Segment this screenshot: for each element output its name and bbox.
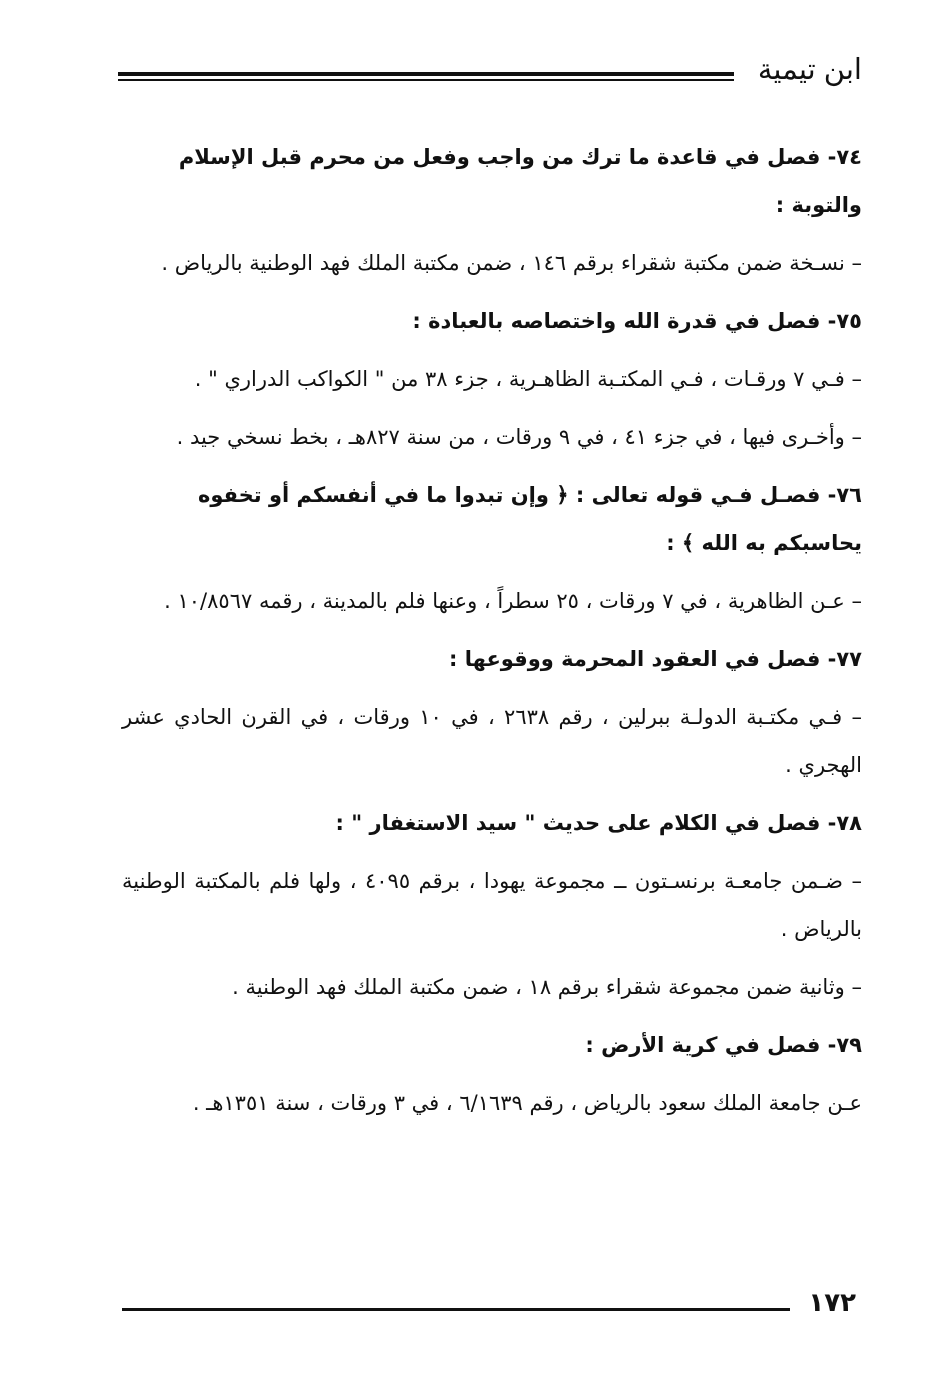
- entry-78-paragraph-1: – ضـمن جامعـة برنسـتون ــ مجموعة يهودا ، برقم ٤٠٩٥ ، ولها فلم بالمكتبة الوطنية بالرياض .: [122, 869, 862, 941]
- page-number: ١٧٢: [808, 1288, 856, 1318]
- page-body: [122, 133, 862, 1137]
- entry-heading-74: ٧٤- فصل في قاعدة ما ترك من واجب وفعل من محرم قبل الإسلام والتوبة :: [178, 145, 862, 217]
- entry-77-paragraph-1: – فـي مكتـبة الدولـة ببرلين ، رقم ٢٦٣٨ ، في ١٠ ورقات ، في القرن الحادي عشر الهجري .: [122, 705, 862, 777]
- entry-heading-77: ٧٧- فصل في العقود المحرمة ووقوعها :: [448, 647, 862, 671]
- entry-heading-76: ٧٦- فصـل فـي قوله تعالى : ﴿ وإن تبدوا ما في أنفسكم أو تخفوه يحاسبكم به الله ﴾ :: [197, 483, 862, 555]
- header-rule-thick: [118, 72, 734, 76]
- entry-78-paragraph-2: – وثانية ضمن مجموعة شقراء برقم ١٨ ، ضمن مكتبة الملك فهد الوطنية .: [232, 975, 862, 999]
- entry-heading-79: ٧٩- فصل في كرية الأرض :: [585, 1033, 862, 1057]
- entry-heading-75: ٧٥- فصل في قدرة الله واختصاصه بالعبادة :: [412, 309, 862, 333]
- entry-76-paragraph-1: – عـن الظاهرية ، في ٧ ورقات ، ٢٥ سطراً ، وعنها فلم بالمدينة ، رقمه ١٠/٨٥٦٧ .: [164, 589, 862, 613]
- entry-74-paragraph-1: – نسـخة ضمن مكتبة شقراء برقم ١٤٦ ، ضمن مكتبة الملك فهد الوطنية بالرياض .: [161, 251, 862, 275]
- footer-rule: [122, 1308, 790, 1311]
- entry-79-paragraph-1: عـن جامعة الملك سعود بالرياض ، رقم ٦/١٦٣٩ ، في ٣ ورقات ، سنة ١٣٥١هـ .: [192, 1091, 862, 1115]
- running-head-title: ابن تيمية: [757, 54, 862, 86]
- page-header: [118, 52, 862, 96]
- entry-75-paragraph-2: – وأخـرى فيها ، في جزء ٤١ ، في ٩ ورقات ، من سنة ٨٢٧هـ ، بخط نسخي جيد .: [176, 425, 862, 449]
- entry-75-paragraph-1: – فـي ٧ ورقـات ، فـي المكتـبة الظاهـرية ، جزء ٣٨ من " الكواكب الدراري " .: [194, 367, 862, 391]
- page-footer: [122, 1288, 862, 1328]
- entry-heading-78: ٧٨- فصل في الكلام على حديث " سيد الاستغفار " :: [335, 811, 862, 835]
- header-rule-thin: [118, 79, 734, 81]
